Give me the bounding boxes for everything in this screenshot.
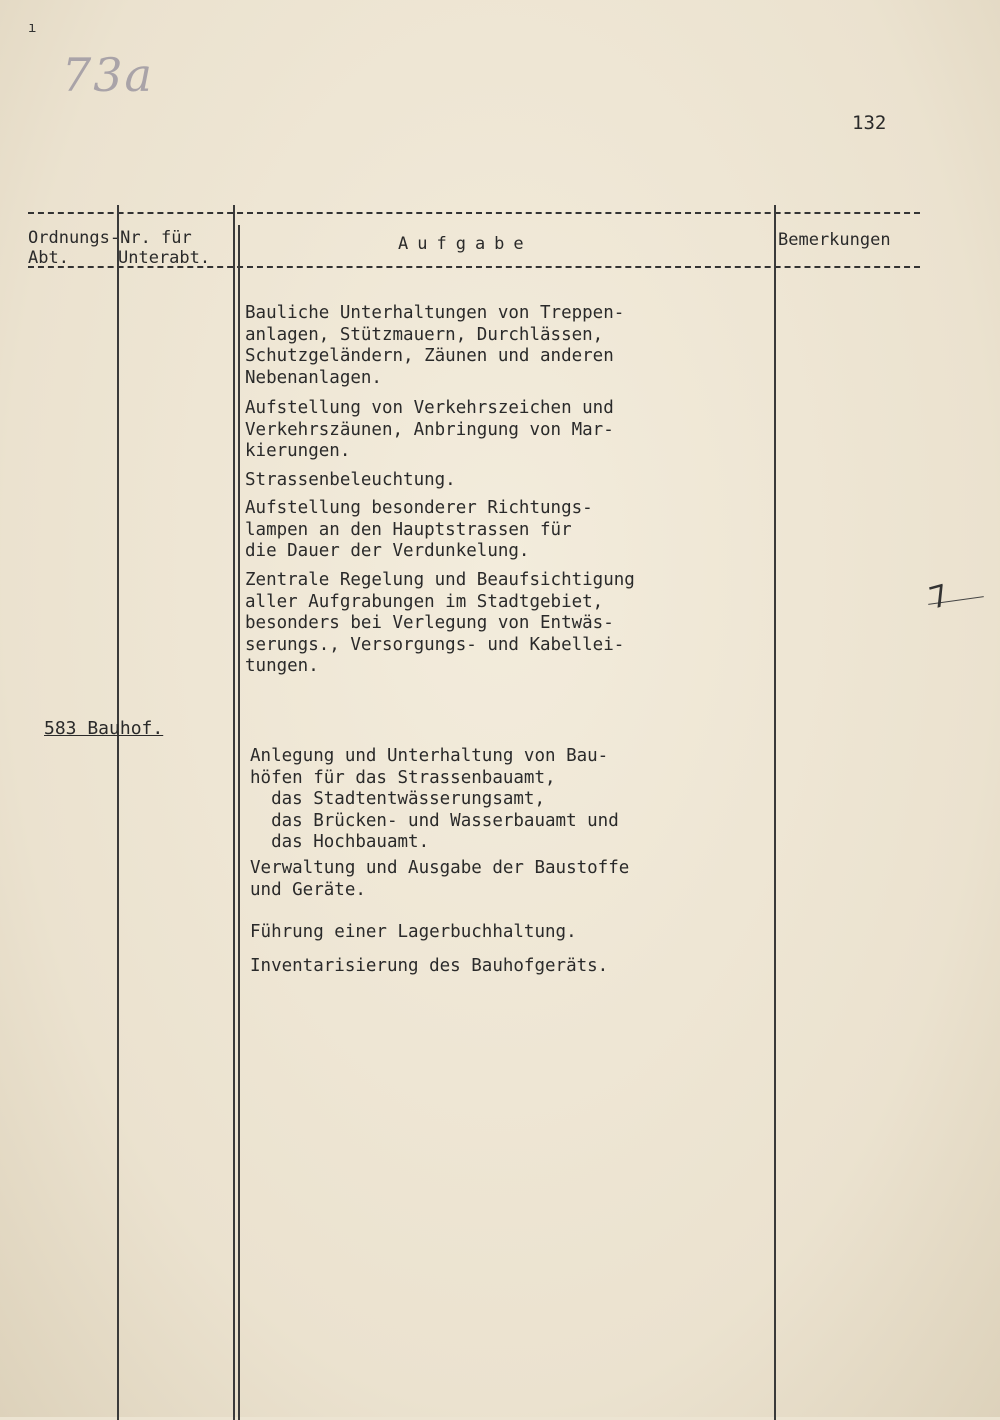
task-bauliche-unterhaltungen: Bauliche Unterhaltungen von Treppen- anlagen, Stützmauern, Durchlässen, Schutzgeländern, Zäunen und anderen Nebenanlagen. [245, 303, 625, 388]
task-aufgrabungen: Zentrale Regelung und Beaufsichtigung aller Aufgrabungen im Stadtgebiet, besonders bei Verlegung von Entwäs- serungs., Versorgungs- und Kabellei- tungen. [245, 570, 635, 676]
margin-number: 7 [925, 578, 953, 617]
header-unterabt: Unterabt. [118, 248, 211, 268]
section-bauhof-label: 583 Bauhof. [44, 718, 164, 739]
corner-mark: ı [28, 20, 37, 36]
column-divider-1 [117, 205, 119, 1420]
section-bauhof-number [44, 718, 163, 739]
header-aufgabe: Aufgabe [398, 234, 533, 254]
page-number: 132 [852, 112, 887, 134]
column-divider-3 [774, 205, 776, 1420]
handwritten-note: 73a [62, 48, 154, 102]
header-ordnungs-nr: Ordnungs-Nr. für [28, 228, 192, 248]
bauhof-task-verwaltung: Verwaltung und Ausgabe der Baustoffe und Geräte. [250, 858, 630, 900]
bauhof-task-lagerbuchhaltung: Führung einer Lagerbuchhaltung. [250, 922, 577, 942]
task-richtungslampen: Aufstellung besonderer Richtungs- lampen an den Hauptstrassen für die Dauer der Verdunkelung. [245, 498, 593, 561]
table-top-rule [28, 212, 920, 214]
bauhof-task-inventarisierung: Inventarisierung des Bauhofgeräts. [250, 956, 609, 976]
task-strassenbeleuchtung: Strassenbeleuchtung. [245, 470, 456, 490]
bauhof-task-anlegung: Anlegung und Unterhaltung von Bau- höfen für das Strassenbauamt, das Stadtentwässerungsamt, das Brücken- und Wasserbauamt und das Hochbauamt. [250, 746, 619, 852]
column-divider-2 [233, 205, 235, 1420]
column-divider-2b [238, 225, 240, 1420]
header-abt: Abt. [28, 248, 69, 268]
task-verkehrszeichen: Aufstellung von Verkehrszeichen und Verkehrszäunen, Anbringung von Mar- kierungen. [245, 398, 614, 461]
header-bemerkungen: Bemerkungen [778, 230, 891, 250]
